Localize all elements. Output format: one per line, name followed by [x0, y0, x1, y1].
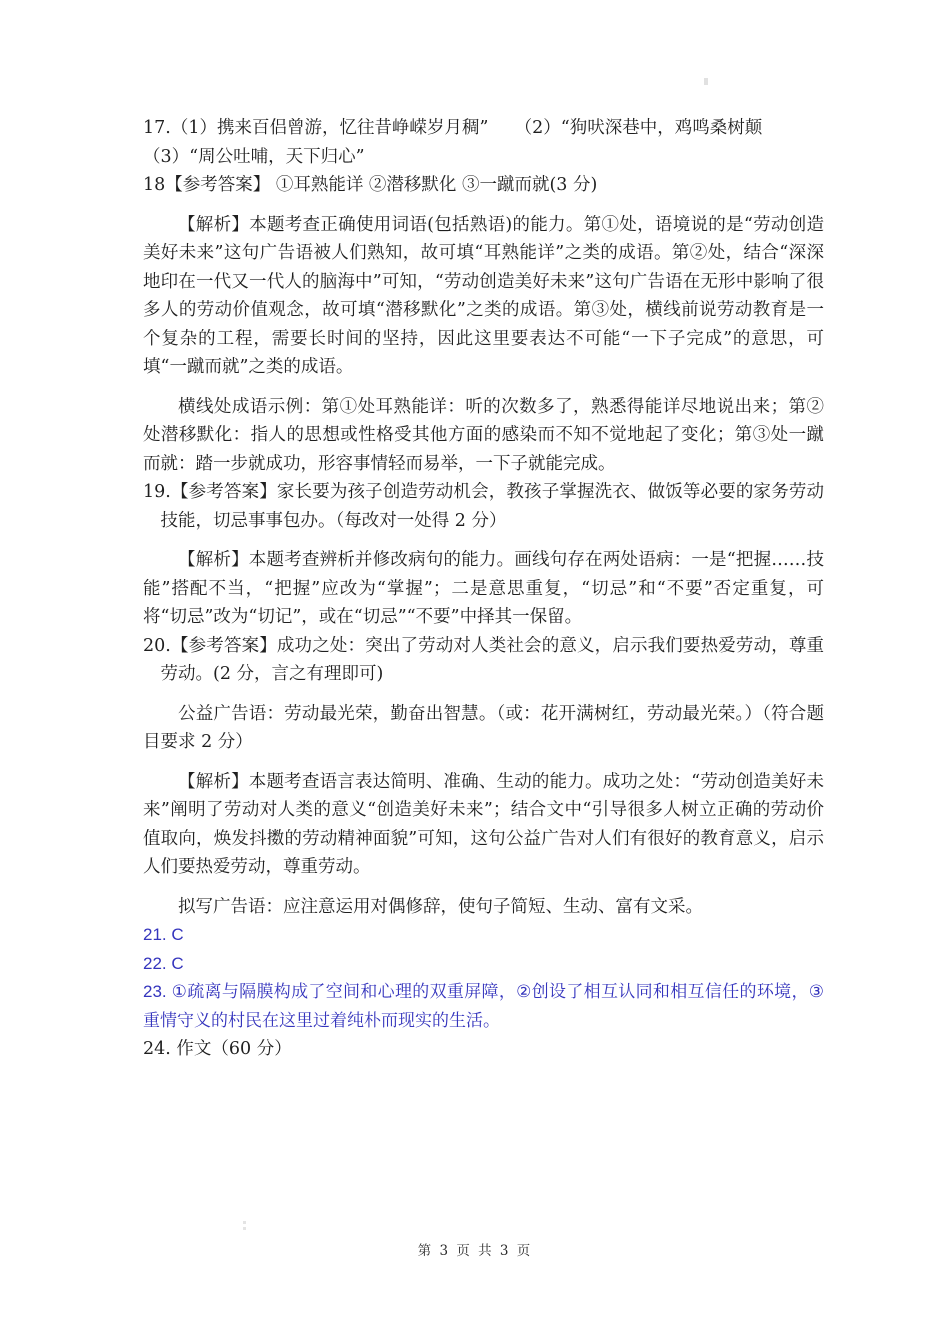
scan-artifact-dot — [243, 1221, 246, 1224]
slogan-tip-20: 拟写广告语：应注意运用对偶修辞，使句子简短、生动、富有文采。 — [178, 896, 703, 917]
slogan-20: 公益广告语：劳动最光荣，勤奋出智慧。（或：花开满树红，劳动最光荣。）（符合题目要求 2 分） — [143, 703, 824, 752]
answer-22: 22. C — [143, 953, 184, 973]
page-footer: 第 3 页 共 3 页 — [417, 1243, 533, 1259]
answer-17-line1: 17.（1）携来百侣曾游，忆往昔峥嵘岁月稠” （2）“狗吠深巷中，鸡鸣桑树颠 — [143, 118, 763, 138]
answer-21: 21. C — [143, 925, 184, 944]
analysis-18: 【解析】本题考查正确使用词语(包括熟语)的能力。第①处，语境说的是“劳动创造美好未来”这句广告语被人们熟知，故可填“耳熟能详”之类的成语。第②处，结合“深深地印在一代又一代人的脑海中”可知，“劳动创造美好未来”这句广告语在无形中影响了很多人的劳动价值观念，故可填“潜移默化”之类的成语。第③处，横线前说劳动教育是一个复杂的工程，需要长时间的坚持，因此这里要表达不可能“一下子完成”的意思，可填“一蹴而就”之类的成语。 — [143, 214, 824, 377]
scan-artifact-dot — [704, 78, 708, 85]
answer-24-essay: 24. 作文（60 分） — [143, 1039, 292, 1059]
answer-20: 20.【参考答案】成功之处：突出了劳动对人类社会的意义，启示我们要热爱劳动，尊重劳动。(2 分，言之有理即可) — [143, 635, 824, 684]
answer-19: 19.【参考答案】家长要为孩子创造劳动机会，教孩子掌握洗衣、做饭等必要的家务劳动技能，切忌事事包办。（每改对一处得 2 分） — [143, 482, 824, 531]
scan-artifact-dot — [243, 1227, 246, 1230]
answer-key-content — [143, 114, 824, 1064]
answer-17-line2: （3）“周公吐哺，天下归心” — [143, 146, 365, 167]
answer-23: 23. ①疏离与隔膜构成了空间和心理的双重屏障，②创设了相互认同和相互信任的环境，③重情守义的村民在这里过着纯朴而现实的生活。 — [143, 982, 824, 1030]
analysis-20: 【解析】本题考查语言表达简明、准确、生动的能力。成功之处：“劳动创造美好未来”阐明了劳动对人类的意义“创造美好未来”；结合文中“引导很多人树立正确的劳动价值取向，焕发抖擞的劳动精神面貌”可知，这句公益广告对人们有很好的教育意义，启示人们要热爱劳动，尊重劳动。 — [143, 771, 824, 877]
answer-18: 18【参考答案】 ①耳熟能详 ②潜移默化 ③一蹴而就(3 分) — [143, 175, 598, 195]
analysis-19: 【解析】本题考查辨析并修改病句的能力。画线句存在两处语病：一是“把握……技能”搭配不当，“把握”应改为“掌握”；二是意思重复，“切忌”和“不要”否定重复，可将“切忌”改为“切记”，或在“切忌”“不要”中择其一保留。 — [143, 550, 824, 627]
idiom-examples-18: 横线处成语示例：第①处耳熟能详：听的次数多了，熟悉得能详尽地说出来；第②处潜移默化：指人的思想或性格受其他方面的感染而不知不觉地起了变化；第③处一蹴而就：踏一步就成功，形容事情轻而易举，一下子就能完成。 — [143, 396, 824, 474]
